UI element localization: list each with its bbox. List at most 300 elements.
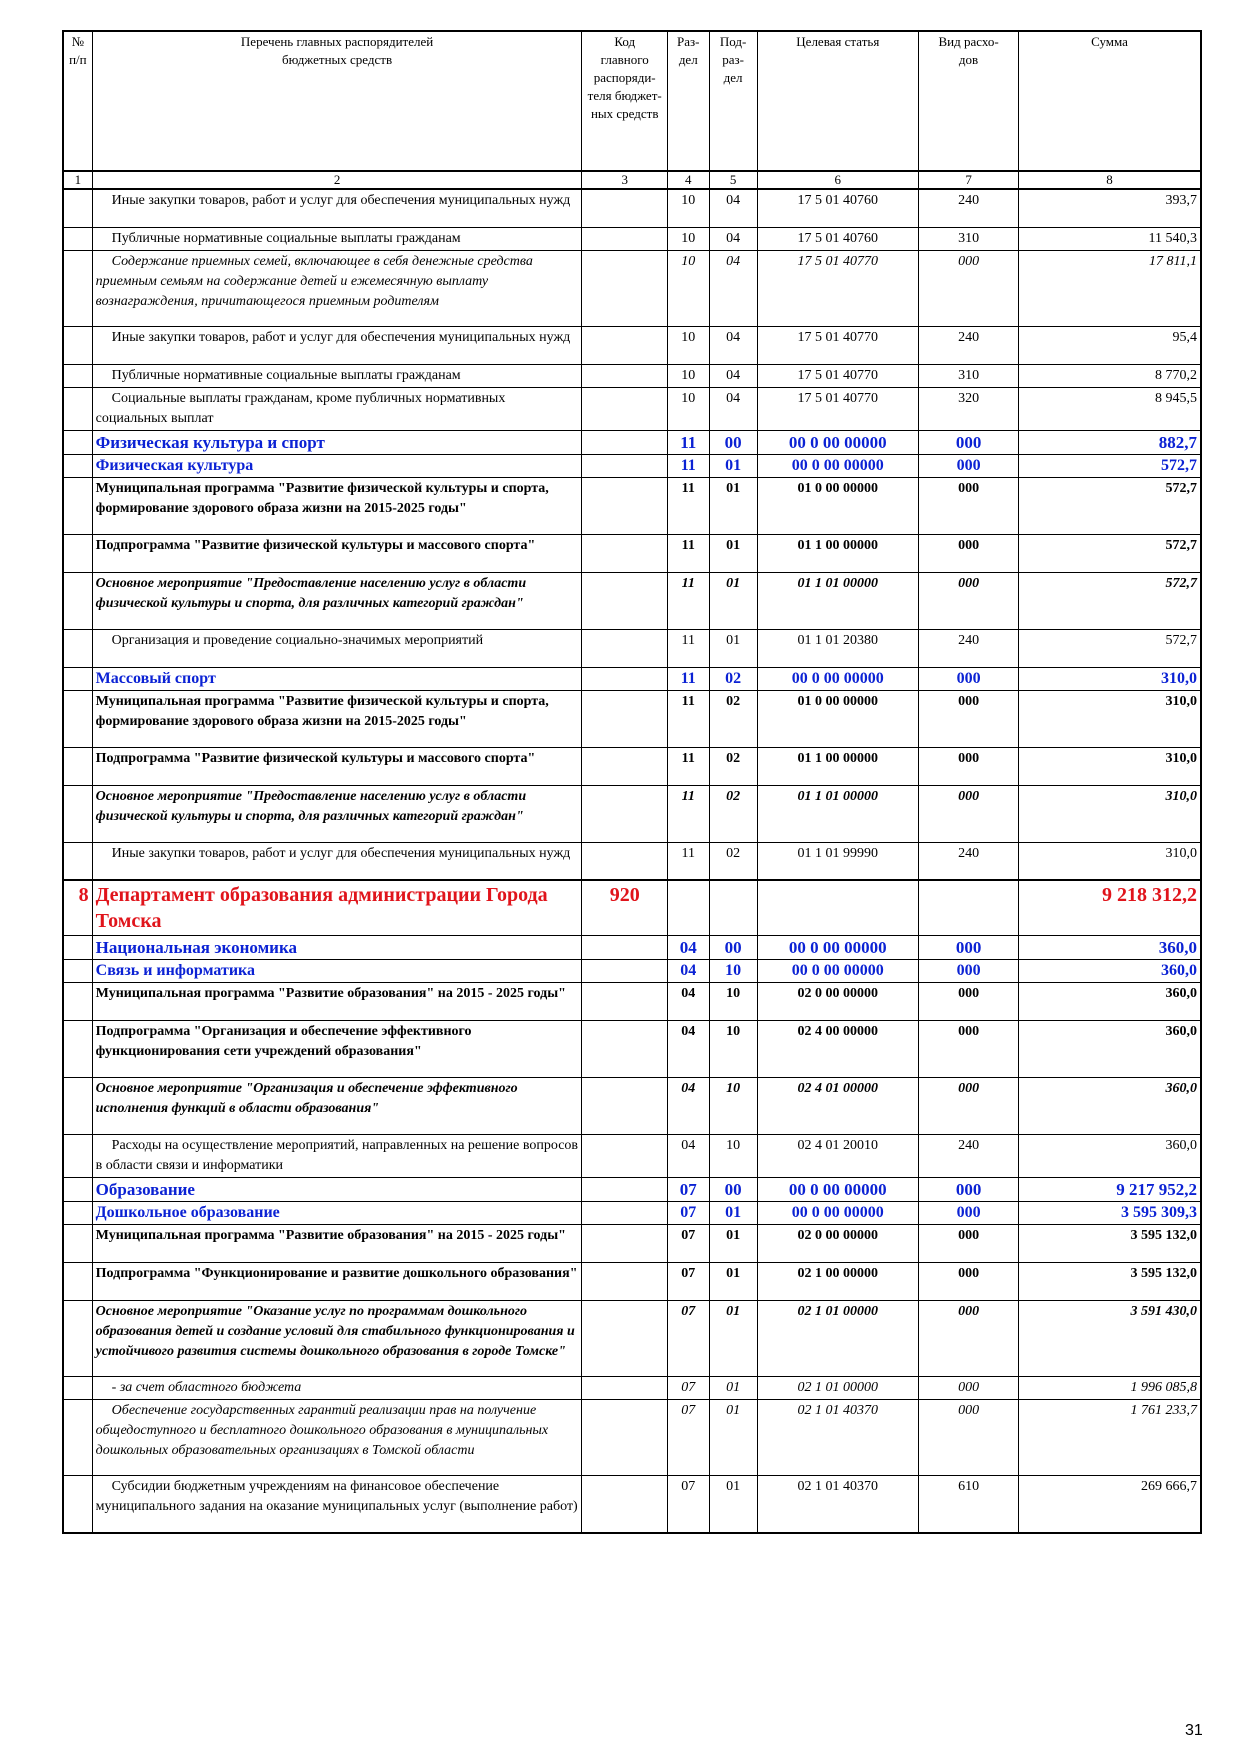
row-vid: 000 — [919, 1178, 1019, 1202]
row-summa: 310,0 — [1019, 667, 1201, 690]
row-summa: 3 591 430,0 — [1019, 1301, 1201, 1377]
table-row — [63, 364, 1201, 387]
row-summa: 360,0 — [1019, 1135, 1201, 1178]
row-summa: 882,7 — [1019, 430, 1201, 454]
row-number — [63, 430, 92, 454]
table-row — [63, 430, 1201, 454]
row-vid: 000 — [919, 1377, 1019, 1400]
row-statya: 00 0 00 00000 — [757, 430, 919, 454]
row-vid: 000 — [919, 667, 1019, 690]
row-name: Подпрограмма "Организация и обеспечение эффективного функционирования сети учреждений образования" — [92, 1021, 582, 1078]
row-name: Расходы на осуществление мероприятий, направленных на решение вопросов в области связи и информатики — [92, 1135, 582, 1178]
row-number: 8 — [63, 880, 92, 936]
row-razdel: 07 — [667, 1263, 709, 1301]
table-row — [63, 1476, 1201, 1533]
row-vid: 000 — [919, 1225, 1019, 1263]
row-statya: 00 0 00 00000 — [757, 667, 919, 690]
row-podrazdel: 04 — [709, 227, 757, 250]
row-number — [63, 454, 92, 477]
row-number — [63, 960, 92, 983]
row-code — [582, 326, 667, 364]
row-summa: 3 595 309,3 — [1019, 1202, 1201, 1225]
table-body — [63, 189, 1201, 1533]
table-row — [63, 1135, 1201, 1178]
row-vid: 000 — [919, 936, 1019, 960]
row-vid: 000 — [919, 250, 1019, 326]
row-statya: 01 1 01 99990 — [757, 842, 919, 880]
table-row — [63, 1263, 1201, 1301]
row-number — [63, 690, 92, 747]
row-code — [582, 387, 667, 430]
row-code — [582, 454, 667, 477]
row-vid: 000 — [919, 785, 1019, 842]
row-statya: 02 1 00 00000 — [757, 1263, 919, 1301]
row-podrazdel: 04 — [709, 250, 757, 326]
row-number — [63, 227, 92, 250]
row-vid: 000 — [919, 1263, 1019, 1301]
row-podrazdel: 10 — [709, 983, 757, 1021]
row-vid: 240 — [919, 1135, 1019, 1178]
table-row — [63, 690, 1201, 747]
row-podrazdel: 10 — [709, 1021, 757, 1078]
row-statya: 01 0 00 00000 — [757, 477, 919, 534]
row-code — [582, 1263, 667, 1301]
row-number — [63, 250, 92, 326]
row-summa: 8 945,5 — [1019, 387, 1201, 430]
header-podrazdel: Под- раз- дел — [709, 31, 757, 171]
row-code — [582, 1178, 667, 1202]
table-header-row — [63, 31, 1201, 171]
row-razdel: 10 — [667, 189, 709, 227]
table-row — [63, 227, 1201, 250]
header-number: № п/п — [63, 31, 92, 171]
row-vid: 240 — [919, 842, 1019, 880]
row-podrazdel: 04 — [709, 364, 757, 387]
row-summa: 572,7 — [1019, 629, 1201, 667]
row-code — [582, 785, 667, 842]
table-row — [63, 387, 1201, 430]
table-row — [63, 960, 1201, 983]
row-statya: 01 1 01 20380 — [757, 629, 919, 667]
row-number — [63, 1202, 92, 1225]
row-summa: 95,4 — [1019, 326, 1201, 364]
row-summa: 269 666,7 — [1019, 1476, 1201, 1533]
table-row — [63, 326, 1201, 364]
row-razdel: 11 — [667, 629, 709, 667]
row-razdel: 04 — [667, 1135, 709, 1178]
column-number-row — [63, 171, 1201, 189]
row-summa: 360,0 — [1019, 983, 1201, 1021]
row-code — [582, 1377, 667, 1400]
row-summa: 393,7 — [1019, 189, 1201, 227]
row-statya: 17 5 01 40760 — [757, 227, 919, 250]
header-name: Перечень главных распорядителей бюджетных средств — [92, 31, 582, 171]
row-podrazdel: 02 — [709, 690, 757, 747]
row-statya — [757, 880, 919, 936]
row-podrazdel: 00 — [709, 430, 757, 454]
row-number — [63, 534, 92, 572]
row-vid: 240 — [919, 629, 1019, 667]
row-number — [63, 747, 92, 785]
header-razdel: Раз- дел — [667, 31, 709, 171]
table-row — [63, 250, 1201, 326]
row-podrazdel: 10 — [709, 960, 757, 983]
row-podrazdel: 01 — [709, 629, 757, 667]
row-code — [582, 667, 667, 690]
row-razdel: 11 — [667, 667, 709, 690]
row-summa: 360,0 — [1019, 1078, 1201, 1135]
row-podrazdel: 02 — [709, 785, 757, 842]
row-razdel: 10 — [667, 364, 709, 387]
row-razdel: 04 — [667, 1078, 709, 1135]
table-row — [63, 189, 1201, 227]
row-code — [582, 1078, 667, 1135]
row-summa: 3 595 132,0 — [1019, 1225, 1201, 1263]
row-name: Организация и проведение социально-значимых мероприятий — [92, 629, 582, 667]
row-code — [582, 250, 667, 326]
row-number — [63, 629, 92, 667]
table-row — [63, 667, 1201, 690]
row-code — [582, 1021, 667, 1078]
row-code — [582, 364, 667, 387]
table-row — [63, 1301, 1201, 1377]
row-razdel: 10 — [667, 227, 709, 250]
row-code — [582, 842, 667, 880]
row-vid: 000 — [919, 1078, 1019, 1135]
row-podrazdel: 01 — [709, 1476, 757, 1533]
row-statya: 02 4 01 00000 — [757, 1078, 919, 1135]
row-name: Муниципальная программа "Развитие образования" на 2015 - 2025 годы" — [92, 1225, 582, 1263]
row-summa: 572,7 — [1019, 454, 1201, 477]
row-podrazdel: 04 — [709, 387, 757, 430]
table-row — [63, 1225, 1201, 1263]
table-row — [63, 983, 1201, 1021]
row-razdel: 07 — [667, 1377, 709, 1400]
table-row — [63, 1202, 1201, 1225]
row-vid: 000 — [919, 1400, 1019, 1476]
row-number — [63, 1135, 92, 1178]
table-row — [63, 629, 1201, 667]
column-number: 7 — [919, 171, 1019, 189]
row-name: Основное мероприятие "Предоставление населению услуг в области физической культуры и спорта, для различных категорий граждан" — [92, 572, 582, 629]
row-name: Социальные выплаты гражданам, кроме публичных нормативных социальных выплат — [92, 387, 582, 430]
row-podrazdel: 01 — [709, 1400, 757, 1476]
row-vid: 000 — [919, 1202, 1019, 1225]
row-name: Иные закупки товаров, работ и услуг для обеспечения муниципальных нужд — [92, 326, 582, 364]
row-podrazdel: 10 — [709, 1135, 757, 1178]
row-vid: 310 — [919, 227, 1019, 250]
table-row — [63, 747, 1201, 785]
row-code — [582, 1301, 667, 1377]
row-vid: 000 — [919, 1021, 1019, 1078]
row-name: Основное мероприятие "Организация и обеспечение эффективного исполнения функций в области образования" — [92, 1078, 582, 1135]
row-summa: 1 996 085,8 — [1019, 1377, 1201, 1400]
row-statya: 01 0 00 00000 — [757, 690, 919, 747]
row-code: 920 — [582, 880, 667, 936]
row-statya: 17 5 01 40770 — [757, 326, 919, 364]
row-number — [63, 667, 92, 690]
row-number — [63, 1263, 92, 1301]
row-statya: 17 5 01 40760 — [757, 189, 919, 227]
row-vid: 000 — [919, 1301, 1019, 1377]
row-podrazdel: 01 — [709, 572, 757, 629]
row-name: Национальная экономика — [92, 936, 582, 960]
row-name: Дошкольное образование — [92, 1202, 582, 1225]
row-vid: 000 — [919, 534, 1019, 572]
row-summa: 572,7 — [1019, 534, 1201, 572]
row-number — [63, 785, 92, 842]
header-vid: Вид расхо- дов — [919, 31, 1019, 171]
table-row — [63, 1021, 1201, 1078]
table-row — [63, 842, 1201, 880]
row-name: Субсидии бюджетным учреждениям на финансовое обеспечение муниципального задания на оказание муниципальных услуг (выполнение работ) — [92, 1476, 582, 1533]
row-number — [63, 326, 92, 364]
row-number — [63, 1301, 92, 1377]
row-number — [63, 1400, 92, 1476]
table-row — [63, 1400, 1201, 1476]
column-number: 8 — [1019, 171, 1201, 189]
row-number — [63, 1476, 92, 1533]
row-number — [63, 983, 92, 1021]
row-statya: 02 0 00 00000 — [757, 983, 919, 1021]
row-statya: 00 0 00 00000 — [757, 1178, 919, 1202]
row-statya: 17 5 01 40770 — [757, 364, 919, 387]
header-summa: Сумма — [1019, 31, 1201, 171]
row-name: Содержание приемных семей, включающее в себя денежные средства приемным семьям на содержание детей и ежемесячную выплату вознаграждения, причитающегося приемным родителям — [92, 250, 582, 326]
row-statya: 02 1 01 40370 — [757, 1476, 919, 1533]
row-vid: 000 — [919, 454, 1019, 477]
row-statya: 17 5 01 40770 — [757, 387, 919, 430]
table-row — [63, 880, 1201, 936]
row-statya: 02 4 01 20010 — [757, 1135, 919, 1178]
row-name: Основное мероприятие "Оказание услуг по программам дошкольного образования детей и создание условий для стабильного функционирования и устойчивого развития системы дошкольного образования в городе Томске" — [92, 1301, 582, 1377]
row-razdel: 04 — [667, 1021, 709, 1078]
row-statya: 01 1 00 00000 — [757, 534, 919, 572]
row-vid: 000 — [919, 983, 1019, 1021]
row-razdel: 04 — [667, 983, 709, 1021]
row-name: Связь и информатика — [92, 960, 582, 983]
row-podrazdel: 02 — [709, 747, 757, 785]
row-razdel: 04 — [667, 960, 709, 983]
row-code — [582, 430, 667, 454]
header-statya: Целевая статья — [757, 31, 919, 171]
row-code — [582, 1400, 667, 1476]
row-summa: 310,0 — [1019, 690, 1201, 747]
row-statya: 01 1 01 00000 — [757, 785, 919, 842]
row-name: Подпрограмма "Развитие физической культуры и массового спорта" — [92, 534, 582, 572]
row-podrazdel: 04 — [709, 326, 757, 364]
row-podrazdel: 01 — [709, 1225, 757, 1263]
row-razdel: 11 — [667, 454, 709, 477]
row-code — [582, 477, 667, 534]
row-name: Образование — [92, 1178, 582, 1202]
row-razdel: 07 — [667, 1400, 709, 1476]
row-summa: 360,0 — [1019, 960, 1201, 983]
budget-table-page — [62, 30, 1202, 1534]
row-number — [63, 572, 92, 629]
row-summa: 310,0 — [1019, 785, 1201, 842]
row-vid: 000 — [919, 477, 1019, 534]
row-code — [582, 1225, 667, 1263]
row-vid: 000 — [919, 690, 1019, 747]
row-summa: 3 595 132,0 — [1019, 1263, 1201, 1301]
row-statya: 01 1 01 00000 — [757, 572, 919, 629]
row-code — [582, 629, 667, 667]
row-summa: 572,7 — [1019, 477, 1201, 534]
row-razdel: 07 — [667, 1476, 709, 1533]
row-name: Департамент образования администрации Города Томска — [92, 880, 582, 936]
row-razdel: 11 — [667, 785, 709, 842]
row-summa: 310,0 — [1019, 747, 1201, 785]
row-name: Подпрограмма "Развитие физической культуры и массового спорта" — [92, 747, 582, 785]
row-podrazdel: 10 — [709, 1078, 757, 1135]
budget-table — [62, 30, 1202, 1534]
row-name: Иные закупки товаров, работ и услуг для обеспечения муниципальных нужд — [92, 842, 582, 880]
row-number — [63, 1021, 92, 1078]
row-name: Массовый спорт — [92, 667, 582, 690]
row-statya: 02 0 00 00000 — [757, 1225, 919, 1263]
row-summa: 360,0 — [1019, 936, 1201, 960]
row-vid: 000 — [919, 572, 1019, 629]
row-podrazdel — [709, 880, 757, 936]
row-number — [63, 1178, 92, 1202]
row-podrazdel: 04 — [709, 189, 757, 227]
row-razdel: 11 — [667, 747, 709, 785]
row-name: Муниципальная программа "Развитие физической культуры и спорта, формирование здорового образа жизни на 2015-2025 годы" — [92, 690, 582, 747]
row-summa: 17 811,1 — [1019, 250, 1201, 326]
row-name: Муниципальная программа "Развитие физической культуры и спорта, формирование здорового образа жизни на 2015-2025 годы" — [92, 477, 582, 534]
row-vid: 000 — [919, 960, 1019, 983]
row-name: Обеспечение государственных гарантий реализации прав на получение общедоступного и бесплатного дошкольного образования в муниципальных дошкольных образовательных организациях в Томской области — [92, 1400, 582, 1476]
row-code — [582, 1476, 667, 1533]
row-name: Иные закупки товаров, работ и услуг для обеспечения муниципальных нужд — [92, 189, 582, 227]
row-code — [582, 534, 667, 572]
row-code — [582, 960, 667, 983]
table-row — [63, 1078, 1201, 1135]
table-row — [63, 477, 1201, 534]
table-row — [63, 936, 1201, 960]
row-razdel: 10 — [667, 387, 709, 430]
column-number: 2 — [92, 171, 582, 189]
table-row — [63, 454, 1201, 477]
row-statya: 00 0 00 00000 — [757, 960, 919, 983]
row-name: Публичные нормативные социальные выплаты гражданам — [92, 227, 582, 250]
row-statya: 02 1 01 00000 — [757, 1301, 919, 1377]
page-number: 31 — [1185, 1722, 1203, 1739]
column-number: 6 — [757, 171, 919, 189]
row-statya: 02 1 01 00000 — [757, 1377, 919, 1400]
row-podrazdel: 01 — [709, 454, 757, 477]
column-number: 5 — [709, 171, 757, 189]
row-number — [63, 842, 92, 880]
row-razdel: 11 — [667, 430, 709, 454]
row-vid: 240 — [919, 189, 1019, 227]
row-code — [582, 227, 667, 250]
row-razdel: 07 — [667, 1225, 709, 1263]
row-code — [582, 189, 667, 227]
row-razdel: 11 — [667, 572, 709, 629]
row-summa: 310,0 — [1019, 842, 1201, 880]
row-number — [63, 936, 92, 960]
row-razdel: 11 — [667, 534, 709, 572]
table-row — [63, 572, 1201, 629]
row-code — [582, 747, 667, 785]
row-name: Физическая культура — [92, 454, 582, 477]
header-code: Код главного распоряди- теля бюджет- ных средств — [582, 31, 667, 171]
row-razdel: 11 — [667, 842, 709, 880]
row-summa: 8 770,2 — [1019, 364, 1201, 387]
row-statya: 17 5 01 40770 — [757, 250, 919, 326]
row-summa: 9 217 952,2 — [1019, 1178, 1201, 1202]
row-number — [63, 189, 92, 227]
table-row — [63, 534, 1201, 572]
row-razdel: 10 — [667, 250, 709, 326]
row-summa: 360,0 — [1019, 1021, 1201, 1078]
row-podrazdel: 01 — [709, 1263, 757, 1301]
row-name: Публичные нормативные социальные выплаты гражданам — [92, 364, 582, 387]
row-razdel: 04 — [667, 936, 709, 960]
row-vid: 310 — [919, 364, 1019, 387]
row-code — [582, 1135, 667, 1178]
column-number: 1 — [63, 171, 92, 189]
row-number — [63, 1078, 92, 1135]
row-code — [582, 936, 667, 960]
row-podrazdel: 01 — [709, 1202, 757, 1225]
row-statya: 00 0 00 00000 — [757, 1202, 919, 1225]
row-razdel: 11 — [667, 477, 709, 534]
row-summa: 11 540,3 — [1019, 227, 1201, 250]
row-number — [63, 477, 92, 534]
row-name: - за счет областного бюджета — [92, 1377, 582, 1400]
row-number — [63, 364, 92, 387]
row-summa: 9 218 312,2 — [1019, 880, 1201, 936]
row-code — [582, 1202, 667, 1225]
row-podrazdel: 00 — [709, 1178, 757, 1202]
row-number — [63, 1377, 92, 1400]
table-row — [63, 785, 1201, 842]
row-code — [582, 690, 667, 747]
row-razdel: 10 — [667, 326, 709, 364]
row-vid: 240 — [919, 326, 1019, 364]
row-vid — [919, 880, 1019, 936]
row-vid: 320 — [919, 387, 1019, 430]
table-row — [63, 1178, 1201, 1202]
row-name: Муниципальная программа "Развитие образования" на 2015 - 2025 годы" — [92, 983, 582, 1021]
row-razdel: 07 — [667, 1202, 709, 1225]
row-podrazdel: 02 — [709, 667, 757, 690]
table-row — [63, 1377, 1201, 1400]
row-razdel — [667, 880, 709, 936]
row-podrazdel: 01 — [709, 477, 757, 534]
row-statya: 00 0 00 00000 — [757, 936, 919, 960]
row-summa: 1 761 233,7 — [1019, 1400, 1201, 1476]
row-statya: 01 1 00 00000 — [757, 747, 919, 785]
row-summa: 572,7 — [1019, 572, 1201, 629]
row-podrazdel: 01 — [709, 1301, 757, 1377]
row-podrazdel: 01 — [709, 534, 757, 572]
row-razdel: 11 — [667, 690, 709, 747]
row-razdel: 07 — [667, 1301, 709, 1377]
row-vid: 000 — [919, 430, 1019, 454]
row-statya: 02 4 00 00000 — [757, 1021, 919, 1078]
row-name: Основное мероприятие "Предоставление населению услуг в области физической культуры и спорта, для различных категорий граждан" — [92, 785, 582, 842]
row-razdel: 07 — [667, 1178, 709, 1202]
column-number: 4 — [667, 171, 709, 189]
row-statya: 00 0 00 00000 — [757, 454, 919, 477]
row-number — [63, 387, 92, 430]
row-vid: 000 — [919, 747, 1019, 785]
row-name: Физическая культура и спорт — [92, 430, 582, 454]
